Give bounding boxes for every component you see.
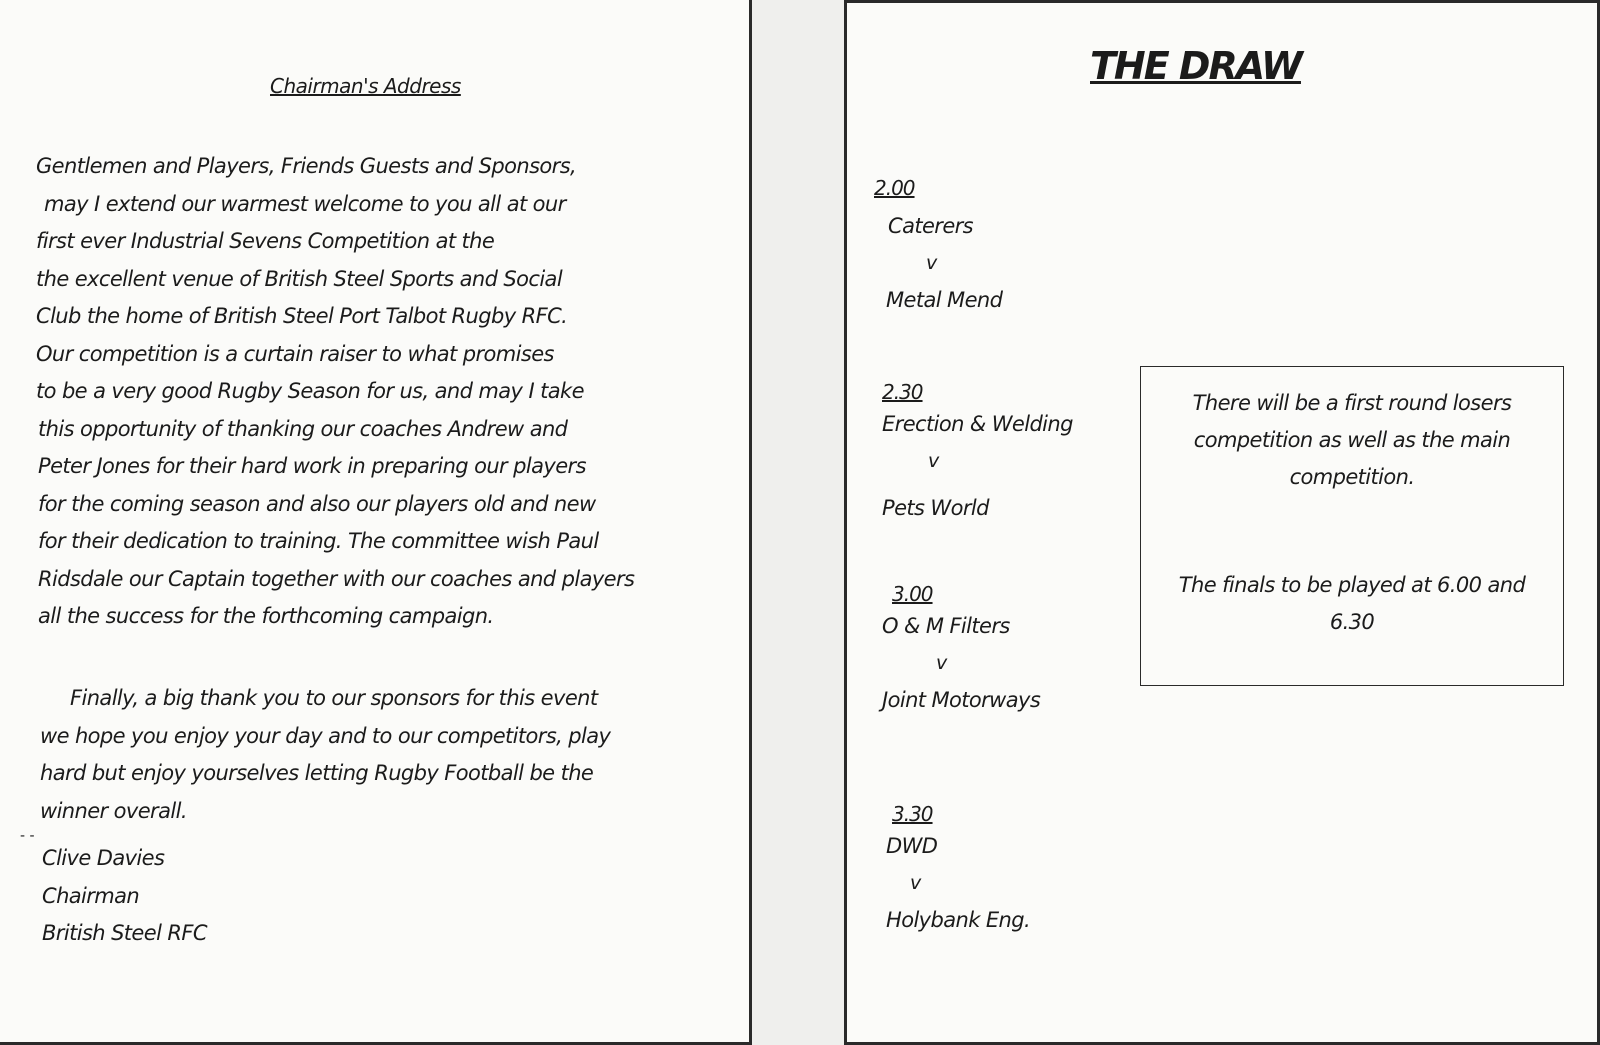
match-home-team: O & M Filters [882, 614, 1010, 638]
closing-line: Finally, a big thank you to our sponsors for this event [70, 686, 598, 710]
match-versus: v [928, 450, 940, 472]
match-time: 3.30 [892, 802, 933, 826]
closing-line: we hope you enjoy your day and to our competitors, play [40, 723, 611, 748]
match-2 [882, 380, 1073, 527]
match-versus: v [910, 872, 922, 894]
match-home-team: DWD [886, 834, 938, 858]
address-body [36, 148, 736, 636]
address-line: all the success for the forthcoming campaign. [38, 604, 494, 628]
signature-mark: - - [20, 828, 35, 844]
address-line: may I extend our warmest welcome to you all at our [44, 191, 566, 216]
signature-title: Chairman [42, 883, 140, 908]
finals-schedule-note: The finals to be played at 6.00 and 6.30 [1178, 573, 1526, 634]
address-line: first ever Industrial Sevens Competition at the [36, 229, 495, 253]
chairmans-address-heading: Chairman's Address [270, 74, 461, 98]
match-home-team: Caterers [888, 214, 974, 238]
signature-club: British Steel RFC [42, 921, 207, 945]
address-line: for their dedication to training. The committee wish Paul [38, 529, 599, 553]
draw-title: THE DRAW [1090, 44, 1301, 88]
match-away-team: Pets World [882, 496, 989, 520]
address-line: for the coming season and also our players old and new [38, 491, 596, 516]
address-line: this opportunity of thanking our coaches Andrew and [38, 416, 568, 441]
match-1 [874, 176, 1002, 319]
address-line: Our competition is a curtain raiser to what promises [36, 341, 554, 366]
match-versus: v [926, 252, 938, 274]
address-line: the excellent venue of British Steel Sports and Social [36, 266, 563, 291]
match-versus: v [936, 652, 948, 674]
match-away-team: Metal Mend [886, 288, 1003, 312]
match-away-team: Joint Motorways [882, 688, 1041, 712]
address-line: Gentlemen and Players, Friends Guests and Sponsors, [36, 154, 577, 178]
match-home-team: Erection & Welding [882, 412, 1073, 436]
address-line: to be a very good Rugby Season for us, and may I take [36, 379, 584, 403]
match-time: 2.30 [882, 380, 923, 404]
address-line: Club the home of British Steel Port Talbot Rugby RFC. [36, 304, 568, 328]
closing-line: winner overall. [40, 798, 187, 823]
address-line: Ridsdale our Captain together with our coaches and players [38, 566, 635, 591]
match-3 [882, 582, 1040, 719]
closing-line: hard but enjoy yourselves letting Rugby Football be the [40, 761, 594, 785]
competition-notice-box [1140, 366, 1564, 686]
signature-block [42, 840, 207, 953]
address-line: Peter Jones for their hard work in preparing our players [38, 454, 586, 478]
losers-competition-note: There will be a first round losers competition as well as the main competition. [1192, 391, 1512, 489]
match-away-team: Holybank Eng. [886, 908, 1031, 932]
match-time: 2.00 [874, 176, 915, 200]
match-4 [886, 802, 1030, 939]
match-time: 3.00 [892, 582, 933, 606]
closing-paragraph [40, 680, 740, 830]
signature-name: Clive Davies [42, 846, 165, 870]
